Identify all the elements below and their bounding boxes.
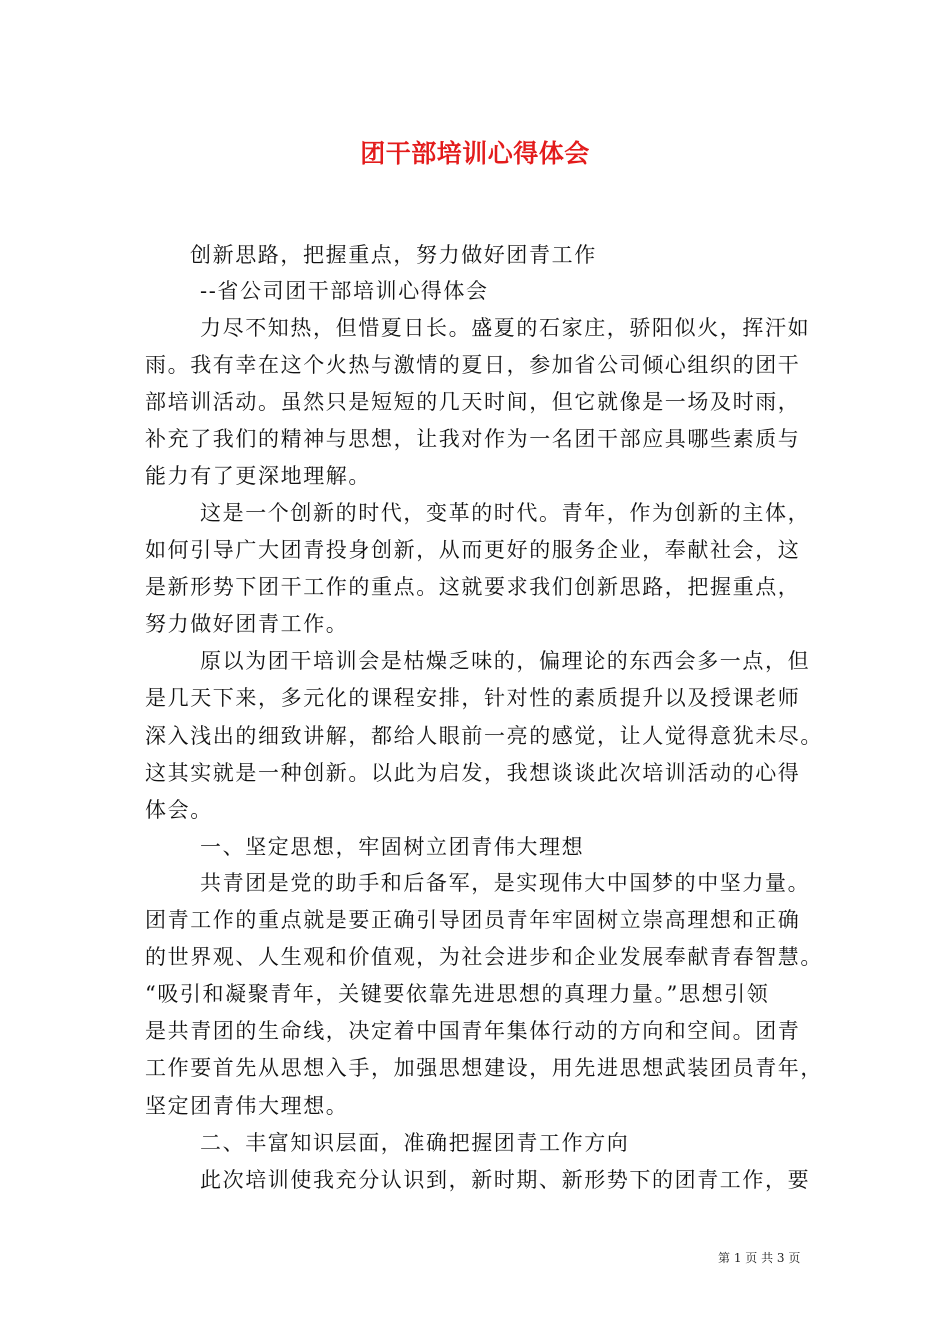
text-line: 坚定团青伟大理想。 xyxy=(145,1094,349,1118)
text-line: 部培训活动。虽然只是短短的几天时间，但它就像是一场及时雨， xyxy=(145,390,801,414)
text-line: 深入浅出的细致讲解，都给人眼前一亮的感觉，让人觉得意犹未尽。 xyxy=(145,724,823,748)
text-line: 创新思路，把握重点，努力做好团青工作 xyxy=(190,243,597,267)
text-line: 雨。我有幸在这个火热与激情的夏日，参加省公司倾心组织的团干 xyxy=(145,353,801,377)
text-line: 二、丰富知识层面，准确把握团青工作方向 xyxy=(200,1131,630,1155)
text-line: 是新形势下团干工作的重点。这就要求我们创新思路，把握重点， xyxy=(145,575,801,599)
text-line: --省公司团干部培训心得体会 xyxy=(200,279,489,303)
text-line: 能力有了更深地理解。 xyxy=(145,464,371,488)
text-line: 此次培训使我充分认识到，新时期、新形势下的团青工作，要 xyxy=(200,1168,811,1192)
text-line: 团青工作的重点就是要正确引导团员青年牢固树立崇高理想和正确 xyxy=(145,908,801,932)
text-line: 力尽不知热，但惜夏日长。盛夏的石家庄，骄阳似火，挥汗如 xyxy=(200,316,811,340)
page-number: 第 1 页 共 3 页 xyxy=(718,1251,801,1265)
text-line: 如何引导广大团青投身创新，从而更好的服务企业，奉献社会，这 xyxy=(145,538,801,562)
text-line: 体会。 xyxy=(145,798,213,822)
text-line: 原以为团干培训会是枯燥乏味的，偏理论的东西会多一点，但 xyxy=(200,649,811,673)
text-line: 工作要首先从思想入手，加强思想建设，用先进思想武装团员青年， xyxy=(145,1056,823,1080)
text-line: 是几天下来，多元化的课程安排，针对性的素质提升以及授课老师 xyxy=(145,686,801,710)
text-line: 的世界观、人生观和价值观，为社会进步和企业发展奉献青春智慧。 xyxy=(145,945,823,969)
text-line: 努力做好团青工作。 xyxy=(145,612,349,636)
text-line: 是共青团的生命线，决定着中国青年集体行动的方向和空间。团青 xyxy=(145,1019,801,1043)
text-line: 这其实就是一种创新。以此为启发，我想谈谈此次培训活动的心得 xyxy=(145,761,801,785)
text-line: 一、坚定思想，牢固树立团青伟大理想 xyxy=(200,835,585,859)
document-title: 团干部培训心得体会 xyxy=(360,139,590,168)
text-line: 这是一个创新的时代，变革的时代。青年，作为创新的主体， xyxy=(200,501,811,525)
text-line: 共青团是党的助手和后备军，是实现伟大中国梦的中坚力量。 xyxy=(200,871,811,895)
text-line: 补充了我们的精神与思想，让我对作为一名团干部应具哪些素质与 xyxy=(145,427,801,451)
text-line: “吸引和凝聚青年，关键要依靠先进思想的真理力量。”思想引领 xyxy=(145,982,770,1006)
